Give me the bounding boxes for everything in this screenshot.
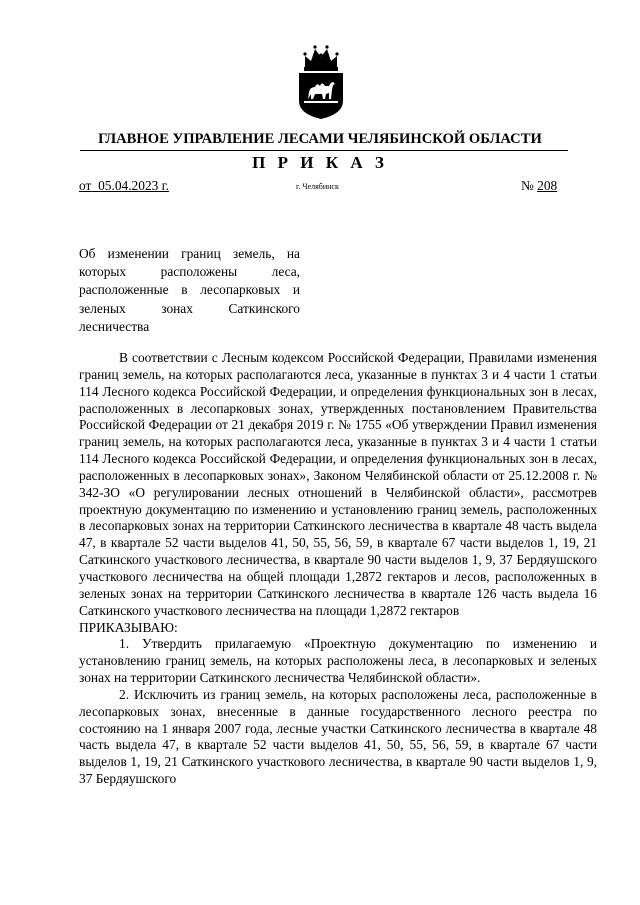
date-value: 05.04.2023 г.: [98, 178, 170, 193]
chelyabinsk-coat-of-arms-icon: [296, 38, 346, 120]
date-prefix: от: [79, 178, 92, 193]
order-directive: ПРИКАЗЫВАЮ:: [79, 619, 178, 635]
organization-name: ГЛАВНОЕ УПРАВЛЕНИЕ ЛЕСАМИ ЧЕЛЯБИНСКОЙ ОБЛАСТИ: [98, 131, 542, 147]
header-divider: [80, 150, 568, 151]
number-value: 208: [537, 178, 558, 193]
order-number: [521, 178, 557, 194]
order-date: [79, 178, 169, 194]
number-prefix: №: [521, 178, 534, 193]
order-body: [79, 350, 597, 788]
order-item-1: 1. Утвердить прилагаемую «Проектную документацию по изменению и установлению границ земель, на которых расположены леса, в лесопарковых и зеленых зонах на территории Саткинского лесничества Челябинской области».: [79, 636, 597, 686]
preamble-paragraph: В соответствии с Лесным кодексом Российской Федерации, Правилами изменения границ земель, на которых располагаются леса, указанные в пунктах 3 и 4 части 1 статьи 114 Лесного кодекса Российской Федерации, и определения функциональных зон в лесах, расположенных в лесопарковых зонах, утвержденных постановлением Правительства Российской Федерации от 21 декабря 2019 г. № 1755 «Об утверждении Правил изменения границ земель, на которых располагаются леса, указанные в пунктах 3 и 4 части 1 статьи 114 Лесного кодекса Российской Федерации, и определения функциональных зон в лесах, расположенных в лесопарковых зонах», Законом Челябинской области от 25.12.2008 г. № 342-ЗО «О регулировании лесных отношений в Челябинской области», рассмотрев проектную документацию по изменению и установлению границ земель, расположенных в лесопарковых зонах на территории Саткинского лесничества в квартале 48 часть выдела 47, в квартале 52 части выделов 41, 50, 55, 56, 59, в квартале 67 части выделов 1, 19, 21 Саткинского участкового лесничества, в квартале 90 части выделов 1, 9, 37 Бердяушского участкового лесничества на общей площади 1,2872 гектаров и лесов, расположенных в зеленых зонах на территории Саткинского лесничества в квартале 126 часть выдела 16 Саткинского участкового лесничества на площади 1,2872 гектаров: [79, 350, 597, 618]
order-city: г. Челябинск: [296, 182, 339, 191]
document-type-title: П Р И К А З: [252, 153, 388, 172]
order-item-2: 2. Исключить из границ земель, на которых расположены леса, расположенные в лесопарковых зонах, внесенные в данные государственного лесного реестра по состоянию на 1 января 2007 года, лесные участки Саткинского лесничества в квартале 48 часть выдела 47, в квартале 52 части выделов 41, 50, 55, 56, 59, в квартале 67 части выделов 1, 19, 21 Саткинского участкового лесничества, в квартале 90 части выделов 1, 9, 37 Бердяушского: [79, 686, 597, 787]
order-subject: Об изменении границ земель, на которых расположены леса, расположенные в лесопарковых и зеленых зонах Саткинского лесничества: [79, 246, 300, 334]
